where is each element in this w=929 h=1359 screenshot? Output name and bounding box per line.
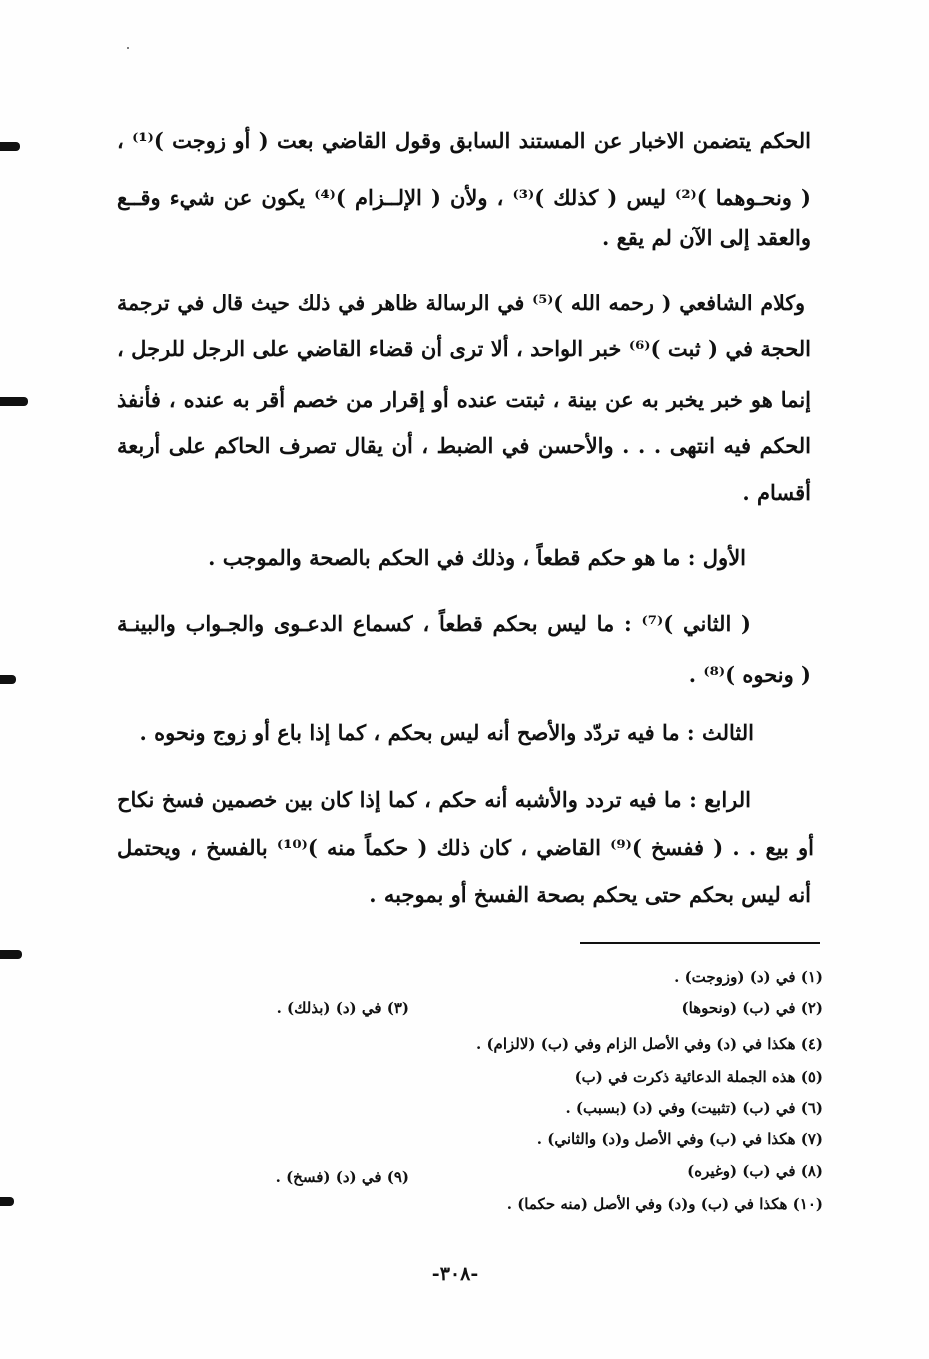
body-line: ( ونحوه )⁽⁸⁾ . — [688, 662, 811, 687]
body-line: الحكم يتضمن الاخبار عن المستند السابق وقول القاضي بعت ( أو زوجت )⁽¹⁾ ، — [117, 128, 811, 153]
body-line: الحكم فيه انتهى . . . والأحسن في الضبط ، أن يقال تصرف الحاكم على أربعة — [117, 433, 811, 458]
footnote-1: (١) في (د) (وزوجت) . — [674, 968, 823, 986]
footnote-10: (١٠) هكذا في (ب) و(د) وفي الأصل (منه حكما) . — [506, 1195, 823, 1213]
body-line: الرابع : ما فيه تردد والأشبه أنه حكم ، كما إذا كان بين خصمين فسخ نكاح — [117, 787, 751, 812]
body-line: وكلام الشافعي ( رحمه الله )⁽⁵⁾ في الرسالة ظاهر في ذلك حيث قال في ترجمة — [117, 291, 805, 315]
margin-mark — [0, 950, 22, 959]
body-line: أنه ليس بحكم حتى يحكم بصحة الفسخ أو بموجبه . — [369, 882, 811, 907]
footnote-4: (٤) هكذا في (د) وفي الأصل الزام وفي (ب) (لالزام) . — [476, 1035, 823, 1053]
margin-mark — [0, 142, 20, 151]
body-line: الثالث : ما فيه تردّد والأصح أنه ليس بحكم ، كما إذا باع أو زوج ونحوه . — [139, 720, 754, 745]
footnote-2: (٢) في (ب) (ونحوها) — [681, 999, 823, 1017]
scan-speck — [127, 47, 129, 49]
body-line: الحجة في ( ثبت )⁽⁶⁾ خبر الواحد ، ألا ترى أن قضاء القاضي على الرجل للرجل ، — [117, 336, 811, 361]
footnote-9: (٩) في (د) (فسخ) . — [275, 1168, 409, 1186]
margin-mark — [0, 675, 16, 684]
body-line: الأول : ما هو حكم قطعاً ، وذلك في الحكم بالصحة والموجب . — [208, 545, 746, 570]
body-line: أقسام . — [742, 480, 811, 505]
body-line: إنما هو خبر يخبر به عن بينة ، ثبتت عنده أو إقرار من خصم أقر به عنده ، فأنفذ — [117, 387, 811, 412]
footnote-separator — [580, 942, 820, 944]
margin-mark — [0, 1197, 14, 1206]
footnote-8: (٨) في (ب) (وغيره) — [687, 1162, 823, 1180]
body-line: أو بيع . . ( ففسخ )⁽⁹⁾ القاضي ، كان ذلك ( حكماً منه )⁽¹⁰⁾ بالفسخ ، ويحتمل — [117, 835, 815, 860]
body-line: ( ونحـوهما )⁽²⁾ ليس ( كذلك )⁽³⁾ ، ولأن ( الإلــزام )⁽⁴⁾ يكون عن شيء وقــع — [117, 185, 811, 210]
footnote-7: (٧) هكذا في (ب) وفي الأصل و(د) والثاني) . — [536, 1130, 823, 1148]
footnote-3: (٣) في (د) (بذلك) . — [276, 999, 409, 1017]
body-line: ( الثاني )⁽⁷⁾ : ما ليس بحكم قطعاً ، كسماع الدعـوى والجـواب والبينـة — [117, 611, 751, 636]
body-line: والعقد إلى الآن لم يقع . — [601, 225, 811, 250]
page-number: -٣٠٨- — [431, 1263, 479, 1285]
footnote-6: (٦) في (ب) (تثبيت) وفي (د) (بسبب) . — [565, 1099, 823, 1117]
footnote-5: (٥) هذه الجملة الدعائية ذكرت في (ب) — [574, 1068, 823, 1086]
margin-mark — [0, 397, 28, 406]
